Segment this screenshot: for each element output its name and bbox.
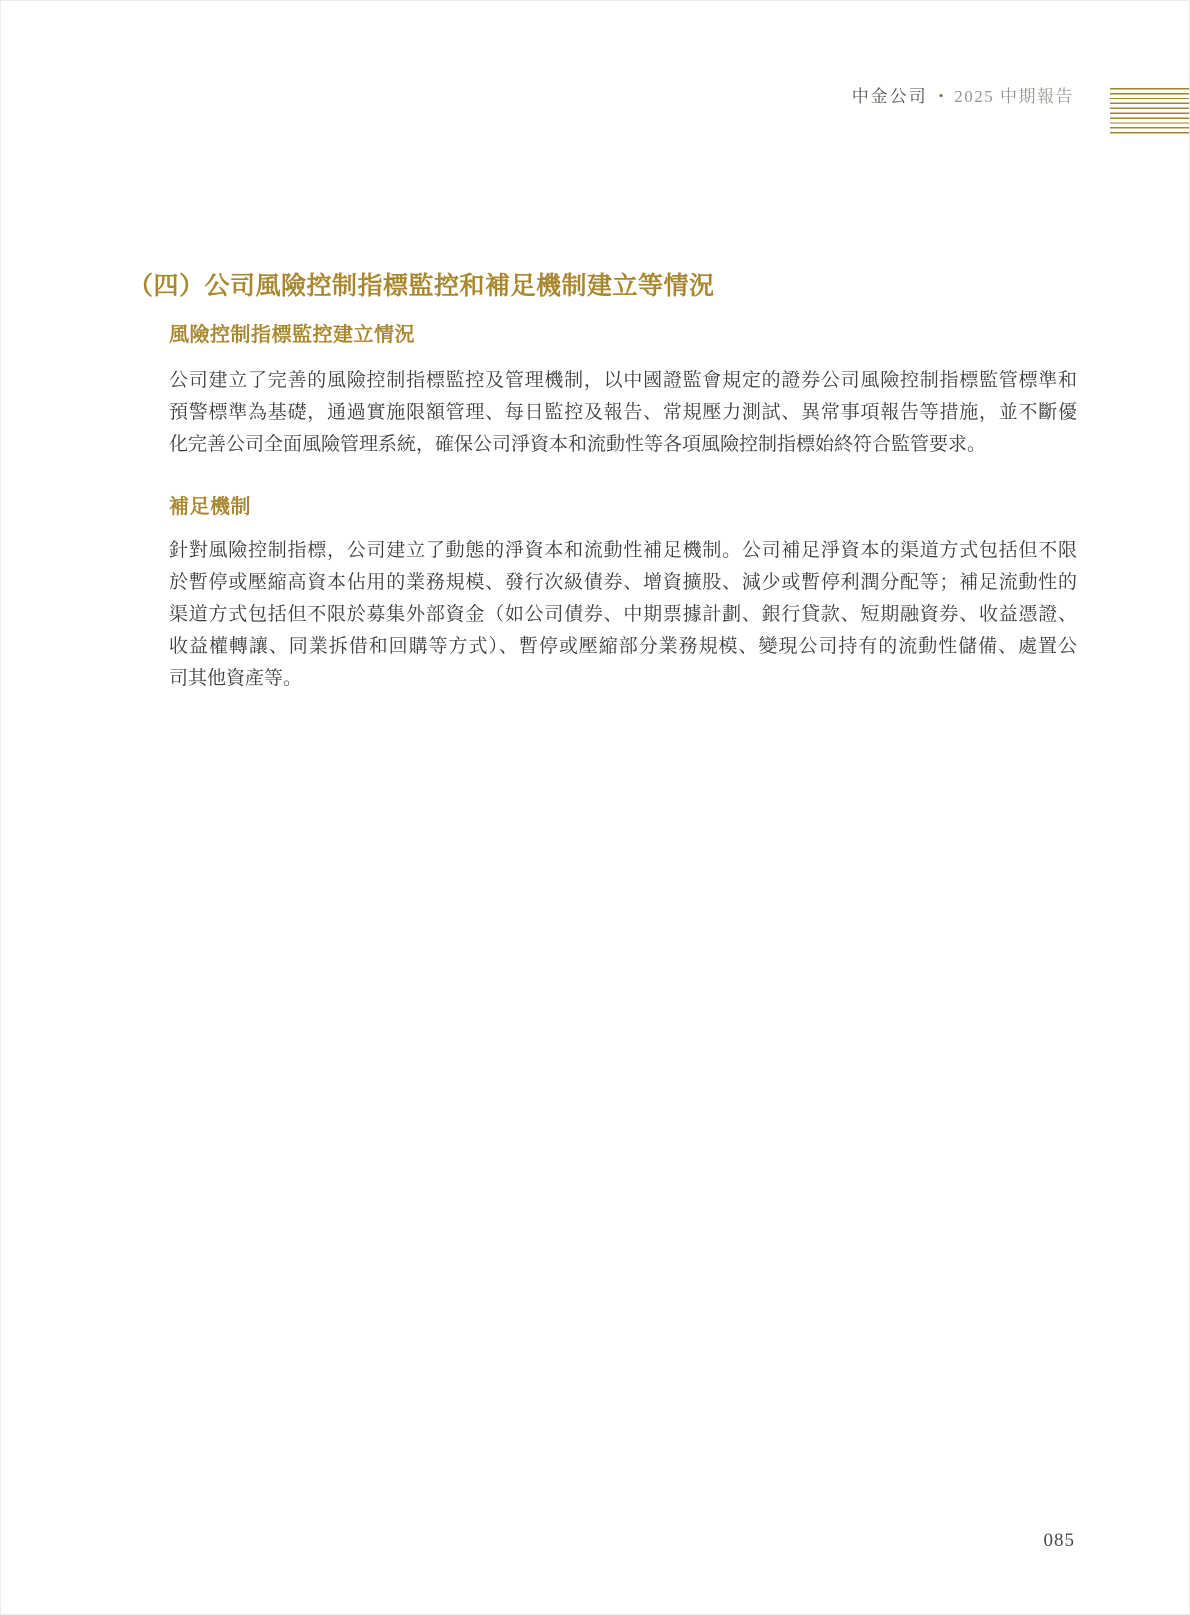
paragraph-risk-monitoring — [169, 365, 1077, 461]
main-content — [128, 269, 1077, 695]
section-number: （四） — [128, 272, 205, 300]
gold-stripes-icon — [1110, 88, 1189, 134]
paragraph-line: 收益權轉讓、同業拆借和回購等方式）、暫停或壓縮部分業務規模、變現公司持有的流動性儲備、處置公 — [169, 636, 1077, 657]
section-title — [128, 269, 1077, 303]
page-number: 085 — [1043, 1530, 1075, 1551]
paragraph-line: 化完善公司全面風險管理系統，確保公司淨資本和流動性等各項風險控制指標始終符合監管要求。 — [169, 434, 987, 455]
paragraph-line: 於暫停或壓縮高資本佔用的業務規模、發行次級債券、增資擴股、減少或暫停利潤分配等；補足流動性的 — [169, 572, 1077, 593]
section-title-text: 公司風險控制指標監控和補足機制建立等情況 — [204, 272, 715, 300]
paragraph-line: 司其他資產等。 — [169, 668, 303, 689]
subheading-replenishment-mechanism: 補足機制 — [169, 496, 251, 518]
paragraph-line: 針對風險控制指標，公司建立了動態的淨資本和流動性補足機制。公司補足淨資本的渠道方式包括但不限 — [169, 540, 1077, 561]
running-header — [852, 87, 1074, 108]
paragraph-line: 渠道方式包括但不限於募集外部資金（如公司債券、中期票據計劃、銀行貸款、短期融資券、收益憑證、 — [169, 604, 1077, 625]
header-company-name: 中金公司 — [851, 87, 928, 106]
subheading-risk-monitoring: 風險控制指標監控建立情況 — [169, 324, 415, 346]
paragraph-line: 公司建立了完善的風險控制指標監控及管理機制，以中國證監會規定的證券公司風險控制指標監管標準和 — [169, 370, 1077, 391]
paragraph-line: 預警標準為基礎，通過實施限額管理、每日監控及報告、常規壓力測試、異常事項報告等措施，並不斷優 — [169, 402, 1077, 423]
paragraph-replenishment-mechanism — [169, 535, 1077, 695]
header-bullet-icon: • — [938, 88, 944, 103]
header-report-title: 2025 中期報告 — [954, 87, 1074, 106]
